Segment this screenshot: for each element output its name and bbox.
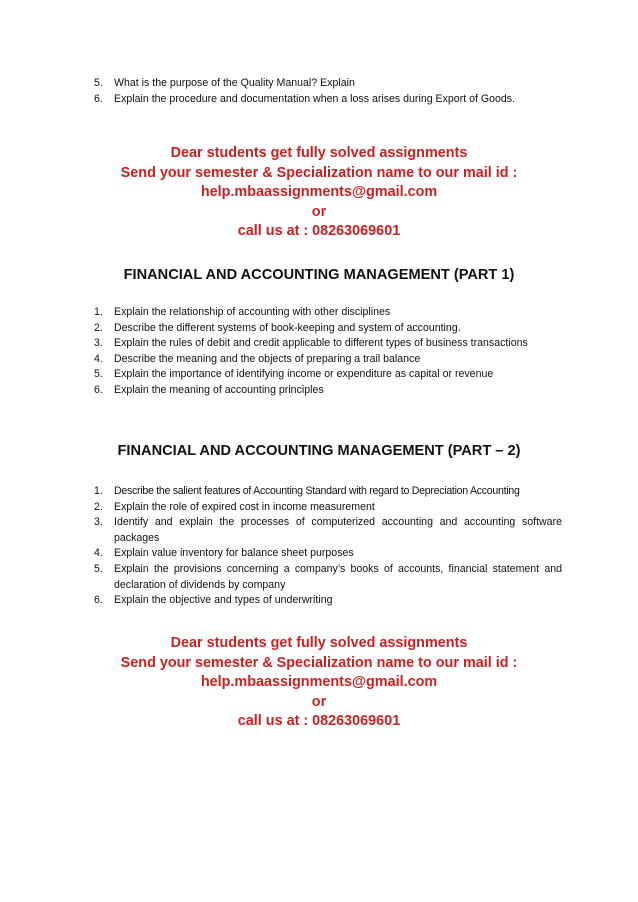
item-number: 6. — [94, 92, 103, 105]
item-text: Explain the rules of debit and credit applicable to different types of business transactions — [114, 337, 528, 350]
list-item — [94, 352, 562, 368]
item-text: Describe the meaning and the objects of preparing a trail balance — [114, 352, 421, 365]
list-item — [94, 305, 562, 321]
promo-email: help.mbaassignments@gmail.com — [200, 674, 438, 690]
list-item — [94, 383, 562, 399]
top-question-list — [94, 76, 562, 107]
promo-block-top — [0, 144, 638, 242]
item-text: Explain the role of expired cost in income measurement — [114, 500, 375, 513]
item-number: 4. — [94, 352, 103, 365]
promo-or: or — [311, 203, 327, 220]
promo-headline: Dear students get fully solved assignments — [170, 635, 468, 651]
item-number: 6. — [94, 594, 103, 607]
item-text: Explain the importance of identifying income or expenditure as capital or revenue — [114, 368, 494, 381]
item-number: 5. — [94, 77, 103, 89]
item-number: 1. — [94, 306, 103, 318]
item-number: 3. — [94, 516, 103, 529]
list-item — [94, 321, 562, 337]
item-text: Explain the provisions concerning a company’s books of accounts, financial statement and declaration of dividends by company — [114, 562, 562, 591]
item-text: Explain value inventory for balance sheet purposes — [114, 547, 354, 560]
item-text: Identify and explain the processes of computerized accounting and accounting software packages — [114, 516, 562, 544]
item-number: 6. — [94, 383, 103, 396]
item-number: 5. — [94, 562, 103, 575]
item-text: Explain the meaning of accounting principles — [114, 383, 324, 396]
item-number: 2. — [94, 500, 103, 513]
list-item — [94, 546, 562, 562]
promo-block-bottom — [0, 634, 638, 732]
list-item — [94, 562, 562, 593]
list-item — [94, 484, 562, 500]
item-text: Explain the objective and types of underwriting — [114, 594, 333, 607]
promo-instruction: Send your semester & Specialization name to our mail id : — [120, 654, 518, 671]
promo-phone: call us at : 08263069601 — [237, 223, 401, 239]
list-item — [94, 515, 562, 546]
section-heading-part2: FINANCIAL AND ACCOUNTING MANAGEMENT (PART – 2) — [117, 443, 521, 459]
item-text: What is the purpose of the Quality Manual? Explain — [114, 77, 355, 89]
item-number: 4. — [94, 547, 103, 560]
list-item — [94, 500, 562, 516]
part2-question-list — [94, 484, 562, 609]
item-text: Describe the different systems of book-keeping and system of accounting. — [114, 321, 461, 334]
list-item — [94, 593, 562, 609]
promo-phone: call us at : 08263069601 — [237, 713, 401, 729]
item-number: 5. — [94, 368, 103, 381]
item-number: 3. — [94, 337, 103, 350]
list-item — [94, 336, 562, 352]
list-item — [94, 76, 562, 92]
list-item — [94, 92, 562, 108]
promo-headline: Dear students get fully solved assignments — [170, 145, 468, 161]
item-number: 2. — [94, 321, 103, 334]
list-item — [94, 367, 562, 383]
item-text: Describe the salient features of Accounting Standard with regard to Depreciation Accounting — [114, 485, 520, 497]
promo-or: or — [311, 693, 327, 710]
promo-instruction: Send your semester & Specialization name to our mail id : — [120, 164, 518, 181]
item-text: Explain the relationship of accounting with other disciplines — [114, 306, 391, 318]
section-heading-part1: FINANCIAL AND ACCOUNTING MANAGEMENT (PART 1) — [123, 267, 515, 283]
item-text: Explain the procedure and documentation when a loss arises during Export of Goods. — [114, 92, 516, 105]
promo-email: help.mbaassignments@gmail.com — [200, 184, 438, 200]
item-number: 1. — [94, 485, 103, 497]
part1-question-list — [94, 305, 562, 399]
